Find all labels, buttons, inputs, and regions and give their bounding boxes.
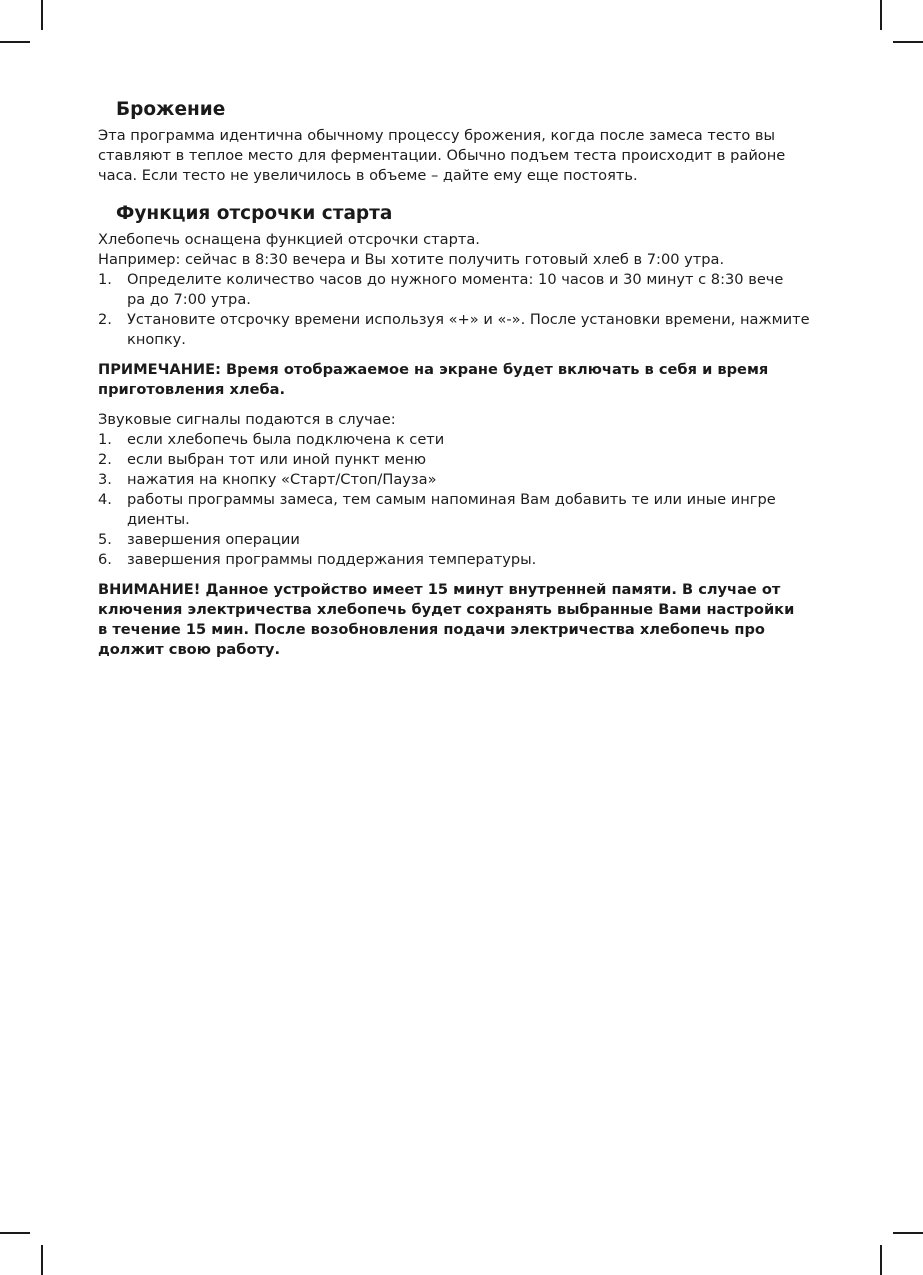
delay-start-note: ПРИМЕЧАНИЕ: Время отображаемое на экране будет включать в себя и время приготовления хлеба.	[98, 361, 769, 398]
list-item	[98, 530, 838, 550]
list-item-text: Определите количество часов до нужного момента: 10 часов и 30 минут с 8:30 вече ра до 7:00 утра.	[127, 271, 784, 308]
sound-signals-intro: Звуковые сигналы подаются в случае:	[98, 411, 396, 428]
crop-mark-bottom-left-horizontal	[0, 1232, 30, 1234]
list-item-number: 2.	[98, 451, 112, 468]
fermentation-section	[98, 98, 838, 186]
list-item	[98, 490, 838, 530]
sound-signals-list	[98, 430, 838, 570]
list-item	[98, 270, 838, 310]
list-item-number: 2.	[98, 311, 112, 328]
crop-mark-top-right-vertical	[880, 0, 882, 30]
list-item-number: 1.	[98, 431, 112, 448]
fermentation-heading: Брожение	[116, 99, 226, 120]
list-item	[98, 550, 838, 570]
delay-start-intro: Хлебопечь оснащена функцией отсрочки старта. Например: сейчас в 8:30 вечера и Вы хотите получить готовый хлеб в 7:00 утра.	[98, 231, 725, 268]
list-item-text: завершения операции	[127, 531, 300, 548]
list-item	[98, 310, 838, 350]
delay-start-section	[98, 202, 838, 400]
list-item-number: 4.	[98, 491, 112, 508]
sound-signals-section	[98, 410, 838, 660]
list-item-text: если выбран тот или иной пункт меню	[127, 451, 427, 468]
list-item-text: работы программы замеса, тем самым напоминая Вам добавить те или иные ингре диенты.	[127, 491, 776, 528]
crop-mark-top-right-horizontal	[893, 41, 923, 43]
crop-mark-top-left-horizontal	[0, 41, 30, 43]
crop-mark-bottom-right-vertical	[880, 1245, 882, 1275]
list-item-text: если хлебопечь была подключена к сети	[127, 431, 445, 448]
list-item-text: завершения программы поддержания температуры.	[127, 551, 537, 568]
crop-mark-top-left-vertical	[41, 0, 43, 30]
memory-warning: ВНИМАНИЕ! Данное устройство имеет 15 минут внутренней памяти. В случае от ключения электричества хлебопечь будет сохранять выбранные Вами настройки в течение 15 мин. После возобновления подачи электричества хлебопечь про должит свою работу.	[98, 581, 795, 658]
crop-mark-bottom-left-vertical	[41, 1245, 43, 1275]
list-item-text: нажатия на кнопку «Старт/Стоп/Пауза»	[127, 471, 437, 488]
list-item-number: 6.	[98, 551, 112, 568]
document-page	[98, 98, 838, 660]
list-item-number: 5.	[98, 531, 112, 548]
list-item-text: Установите отсрочку времени используя «+» и «-». После установки времени, нажмите кнопку.	[127, 311, 810, 348]
list-item	[98, 470, 838, 490]
crop-mark-bottom-right-horizontal	[893, 1232, 923, 1234]
delay-start-steps	[98, 270, 838, 350]
list-item-number: 1.	[98, 271, 112, 288]
list-item-number: 3.	[98, 471, 112, 488]
fermentation-body: Эта программа идентична обычному процессу брожения, когда после замеса тесто вы ставляют в теплое место для ферментации. Обычно подъем теста происходит в районе часа. Если тесто не увеличилось в объеме – дайте ему еще постоять.	[98, 127, 786, 184]
list-item	[98, 430, 838, 450]
list-item	[98, 450, 838, 470]
delay-start-heading: Функция отсрочки старта	[116, 203, 393, 224]
